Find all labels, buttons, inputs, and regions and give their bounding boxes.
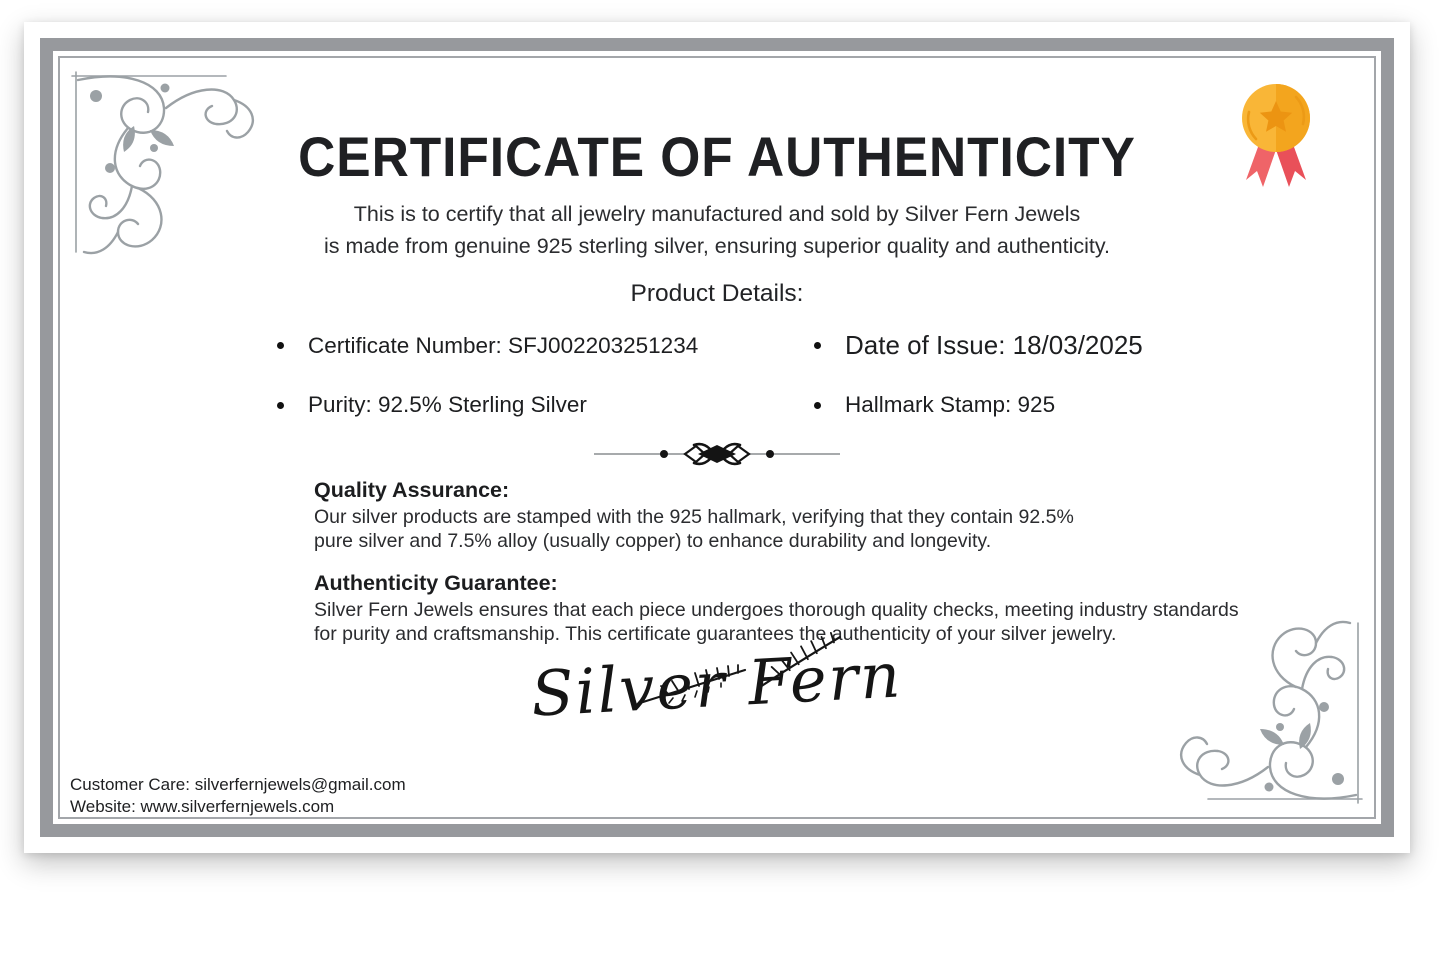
- signature-script: Silver Fern: [529, 638, 905, 731]
- body-line: Our silver products are stamped with the 925 hallmark, verifying that they contain 92.5%: [314, 506, 1074, 528]
- body-line: Silver Fern Jewels ensures that each piece undergoes thorough quality checks, meeting industry standards: [314, 599, 1239, 621]
- body-line: pure silver and 7.5% alloy (usually copper) to enhance durability and longevity.: [314, 529, 992, 552]
- website-line: Website: www.silverfernjewels.com: [70, 797, 335, 816]
- detail-text: Date of Issue: 18/03/2025: [845, 330, 1143, 360]
- customer-care-line: Customer Care: silverfernjewels@gmail.com: [70, 775, 406, 794]
- section-heading: Quality Assurance:: [314, 478, 510, 502]
- bullet-dot-icon: [277, 402, 284, 409]
- detail-certificate-number: [277, 333, 814, 359]
- product-details-list: [277, 330, 1287, 418]
- section-body: [314, 506, 1294, 553]
- fern-icon: [639, 662, 749, 706]
- body-line: for purity and craftsmanship. This certificate guarantees the authenticity of your silver jewelry.: [314, 622, 1117, 645]
- bullet-dot-icon: [814, 342, 821, 349]
- subtitle-line: is made from genuine 925 sterling silver, ensuring superior quality and authenticity.: [324, 234, 1110, 258]
- signature-block: [24, 638, 1410, 778]
- certificate-subtitle: [24, 198, 1410, 262]
- detail-date-of-issue: [814, 330, 1287, 361]
- section-heading: Authenticity Guarantee:: [314, 571, 558, 595]
- detail-text: Certificate Number: SFJ002203251234: [308, 332, 699, 358]
- subtitle-line: This is to certify that all jewelry manufactured and sold by Silver Fern Jewels: [353, 202, 1081, 226]
- certificate-paper: [24, 22, 1410, 853]
- ornamental-divider-icon: [592, 442, 842, 466]
- footer-contact: [70, 774, 406, 818]
- product-details-heading: Product Details:: [630, 280, 804, 307]
- ornamental-divider: [24, 442, 1410, 471]
- detail-text: Hallmark Stamp: 925: [845, 392, 1056, 417]
- detail-purity: [277, 392, 814, 418]
- detail-hallmark-stamp: [814, 392, 1287, 418]
- detail-text: Purity: 92.5% Sterling Silver: [308, 392, 587, 417]
- certificate-title: CERTIFICATE OF AUTHENTICITY: [298, 125, 1136, 188]
- bullet-dot-icon: [814, 402, 821, 409]
- section-quality-assurance: [314, 478, 1294, 553]
- bullet-dot-icon: [277, 342, 284, 349]
